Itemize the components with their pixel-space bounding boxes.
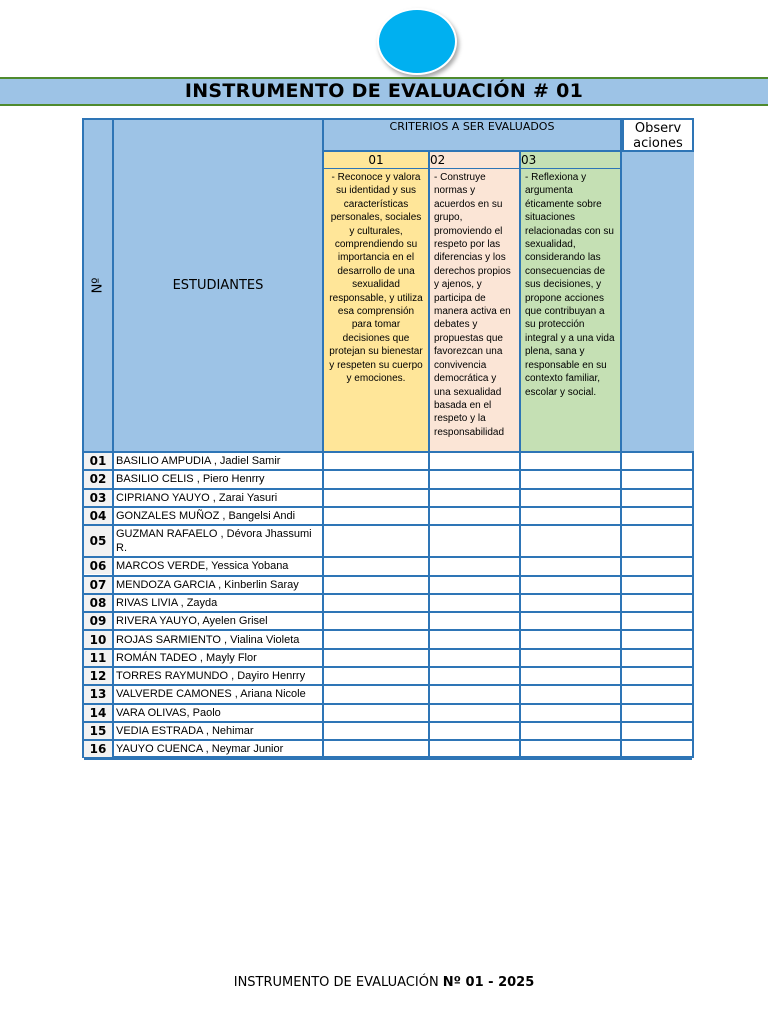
observation-cell[interactable] [622, 526, 692, 556]
criterion-score-cell[interactable] [430, 595, 519, 611]
criterion-description-3: - Reflexiona y argumenta éticamente sobre situaciones relacionadas con su sexualidad, considerando las consecuencias de sus decisiones, y propone acciones que contribuyan a su protección integral y a una vida plena, sana y responsable en su contexto familiar, escolar y social. [521, 169, 620, 451]
observation-cell[interactable] [622, 741, 692, 757]
row-number: 11 [84, 650, 112, 666]
row-number: 06 [84, 558, 112, 574]
criterion-score-cell[interactable] [324, 613, 428, 629]
row-number: 04 [84, 508, 112, 524]
row-number: 05 [84, 526, 112, 556]
criterion-score-cell[interactable] [430, 508, 519, 524]
row-number: 07 [84, 577, 112, 593]
criterion-score-cell[interactable] [324, 595, 428, 611]
row-number: 02 [84, 471, 112, 487]
criterion-score-cell[interactable] [430, 686, 519, 702]
footer-number: Nº 01 - 2025 [442, 975, 535, 990]
criterion-score-cell[interactable] [430, 631, 519, 647]
observation-cell[interactable] [622, 558, 692, 574]
criterion-score-cell[interactable] [324, 508, 428, 524]
criterion-score-cell[interactable] [324, 741, 428, 757]
criterion-score-cell[interactable] [521, 631, 620, 647]
row-number: 09 [84, 613, 112, 629]
criterion-score-cell[interactable] [324, 650, 428, 666]
criterion-score-cell[interactable] [430, 453, 519, 469]
student-name: VEDIA ESTRADA , Nehimar [116, 725, 254, 738]
criterion-score-cell[interactable] [521, 595, 620, 611]
row-number: 01 [84, 453, 112, 469]
criterion-score-cell[interactable] [521, 723, 620, 739]
observation-cell[interactable] [622, 650, 692, 666]
criterion-score-cell[interactable] [521, 490, 620, 506]
criterion-score-cell[interactable] [324, 490, 428, 506]
criterion-score-cell[interactable] [430, 613, 519, 629]
criterion-score-cell[interactable] [521, 686, 620, 702]
student-name: MENDOZA GARCIA , Kinberlin Saray [116, 578, 299, 591]
observation-cell[interactable] [622, 453, 692, 469]
student-name: RIVERA YAUYO, Ayelen Grisel [116, 615, 268, 628]
criterion-score-cell[interactable] [521, 508, 620, 524]
row-number: 03 [84, 490, 112, 506]
criterion-score-cell[interactable] [324, 558, 428, 574]
student-name: ROJAS SARMIENTO , Vialina Violeta [116, 633, 300, 646]
criterion-score-cell[interactable] [521, 613, 620, 629]
student-name: YAUYO CUENCA , Neymar Junior [116, 743, 284, 756]
criterion-score-cell[interactable] [430, 705, 519, 721]
criterion-number-2: 02 [430, 152, 519, 169]
student-name: ROMÁN TADEO , Mayly Flor [116, 651, 257, 664]
number-column-header [84, 120, 112, 451]
student-name: VARA OLIVAS, Paolo [116, 706, 221, 719]
student-name: BASILIO CELIS , Piero Henrry [116, 473, 265, 486]
student-name: RIVAS LIVIA , Zayda [116, 596, 218, 609]
student-name: MARCOS VERDE, Yessica Yobana [116, 560, 289, 573]
criterion-score-cell[interactable] [430, 741, 519, 757]
criterion-score-cell[interactable] [430, 668, 519, 684]
page-footer [0, 975, 768, 990]
criterion-score-cell[interactable] [324, 686, 428, 702]
observation-cell[interactable] [622, 668, 692, 684]
criterion-score-cell[interactable] [430, 723, 519, 739]
criterion-score-cell[interactable] [324, 526, 428, 556]
criterion-score-cell[interactable] [521, 650, 620, 666]
criterion-score-cell[interactable] [430, 558, 519, 574]
criterion-score-cell[interactable] [521, 705, 620, 721]
row-number: 08 [84, 595, 112, 611]
row-divider [322, 168, 622, 169]
criterion-number-3: 03 [521, 152, 620, 169]
observation-cell[interactable] [622, 631, 692, 647]
criterion-number-1: 01 [324, 152, 428, 169]
criterion-score-cell[interactable] [324, 668, 428, 684]
observation-cell[interactable] [622, 595, 692, 611]
student-name: CIPRIANO YAUYO , Zarai Yasuri [116, 491, 278, 504]
criterion-score-cell[interactable] [430, 577, 519, 593]
row-number: 10 [84, 631, 112, 647]
criterion-score-cell[interactable] [521, 558, 620, 574]
criterion-score-cell[interactable] [430, 490, 519, 506]
student-name: VALVERDE CAMONES , Ariana Nicole [116, 688, 306, 701]
observation-cell[interactable] [622, 705, 692, 721]
criteria-header: CRITERIOS A SER EVALUADOS [324, 120, 620, 152]
observations-header: Observ aciones [622, 118, 694, 152]
observation-cell[interactable] [622, 686, 692, 702]
students-column-header: ESTUDIANTES [114, 120, 322, 451]
observations-header-fill [622, 152, 694, 451]
observation-cell[interactable] [622, 508, 692, 524]
criterion-score-cell[interactable] [521, 741, 620, 757]
criterion-score-cell[interactable] [324, 471, 428, 487]
criterion-score-cell[interactable] [521, 668, 620, 684]
observation-cell[interactable] [622, 723, 692, 739]
criterion-score-cell[interactable] [521, 471, 620, 487]
row-divider [322, 150, 622, 152]
criterion-score-cell[interactable] [430, 471, 519, 487]
row-divider [84, 758, 692, 760]
student-name: GUZMAN RAFAELO , Dévora Jhassumi R. [116, 528, 312, 555]
observation-cell[interactable] [622, 613, 692, 629]
footer-prefix: INSTRUMENTO DE EVALUACIÓN [233, 975, 443, 990]
criterion-score-cell[interactable] [324, 577, 428, 593]
criterion-score-cell[interactable] [324, 705, 428, 721]
criterion-score-cell[interactable] [521, 577, 620, 593]
student-name: BASILIO AMPUDIA , Jadiel Samir [116, 455, 281, 468]
logo-circle [377, 8, 457, 75]
observation-cell[interactable] [622, 490, 692, 506]
criterion-description-1: - Reconoce y valora su identidad y sus características personales, sociales y culturales, comprendiendo su importancia en el desarrollo de una sexualidad responsable, y utiliza esa comprensión para tomar decisiones que protejan su bienestar y respeten su cuerpo y emociones. [324, 169, 428, 451]
student-name: GONZALES MUÑOZ , Bangelsi Andi [116, 510, 296, 523]
criterion-score-cell[interactable] [324, 631, 428, 647]
criterion-description-2: - Construye normas y acuerdos en su grupo, promoviendo el respeto por las diferencias y los derechos propios y ajenos, y participa de manera activa en debates y propuestas que favorezcan una convivencia democrática y una sexualidad basada en el respeto y la responsabilidad [430, 169, 519, 451]
student-name: TORRES RAYMUNDO , Dayiro Henrry [116, 670, 306, 683]
row-number: 13 [84, 686, 112, 702]
row-number: 15 [84, 723, 112, 739]
criterion-score-cell[interactable] [430, 526, 519, 556]
criterion-score-cell[interactable] [324, 453, 428, 469]
criterion-score-cell[interactable] [521, 526, 620, 556]
observation-cell[interactable] [622, 577, 692, 593]
criterion-score-cell[interactable] [521, 453, 620, 469]
criterion-score-cell[interactable] [430, 650, 519, 666]
row-number: 16 [84, 741, 112, 757]
criterion-score-cell[interactable] [324, 723, 428, 739]
observation-cell[interactable] [622, 471, 692, 487]
document-title: INSTRUMENTO DE EVALUACIÓN # 01 [0, 79, 768, 106]
number-header-label: Nº [90, 277, 106, 294]
row-number: 12 [84, 668, 112, 684]
row-number: 14 [84, 705, 112, 721]
